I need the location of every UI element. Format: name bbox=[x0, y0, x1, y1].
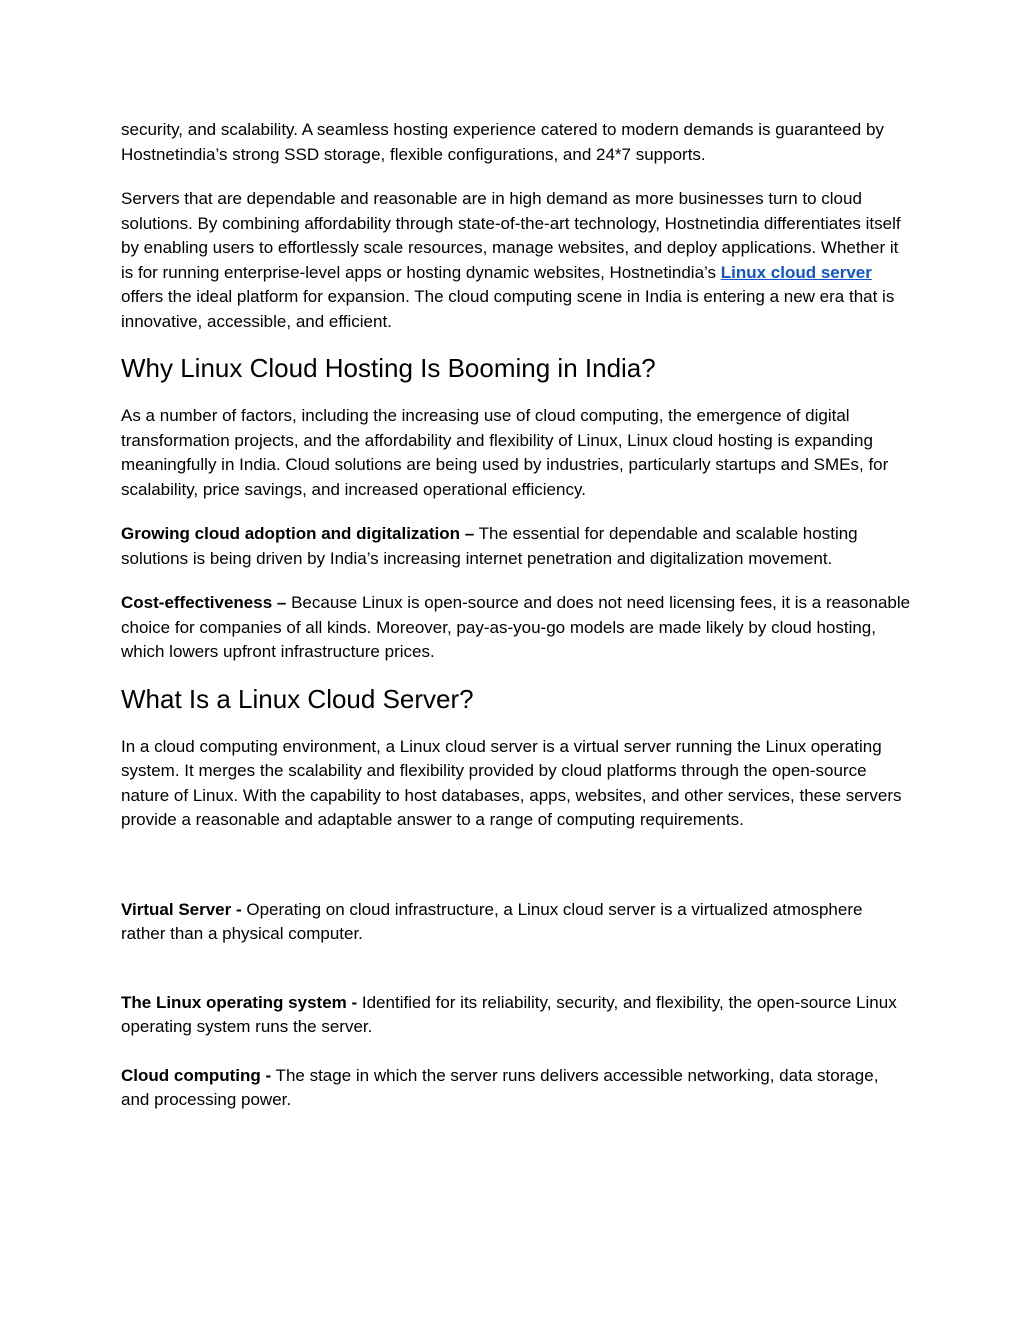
point-text: Because Linux is open-source and does not need licensing fees, it is a reasonable choice for companies of all kinds. Moreover, pay-as-you-go models are made likely by cloud hosting, which lowers upfront infrastructure prices. bbox=[121, 593, 911, 661]
point-label: Virtual Server - bbox=[121, 899, 242, 919]
linux-os-point bbox=[121, 991, 911, 1040]
servers-text-before-link: Servers that are dependable and reasonable are in high demand as more businesses turn to cloud solutions. By combining affordability through state-of-the-art technology, Hostnetindia differentiates itself by enabling users to effortlessly scale resources, manage websites, and deploy applications. Whether it is for running enterprise-level apps or hosting dynamic websites, Hostnetindia’s bbox=[121, 189, 901, 282]
virtual-server-point bbox=[121, 898, 911, 947]
what-paragraph: In a cloud computing environment, a Linux cloud server is a virtual server running the Linux operating system. It merges the scalability and flexibility provided by cloud platforms through the open-source nature of Linux. With the capability to host databases, apps, websites, and other services, these servers provide a reasonable and adaptable answer to a range of computing requirements. bbox=[121, 736, 902, 829]
point-label: Growing cloud adoption and digitalization – bbox=[121, 524, 475, 543]
why-paragraph: As a number of factors, including the increasing use of cloud computing, the emergence of digital transformation projects, and the affordability and flexibility of Linux, Linux cloud hosting is expanding meaningfully in India. Cloud solutions are being used by industries, particularly startups and SMEs, for scalability, price savings, and increased operational efficiency. bbox=[121, 406, 889, 499]
servers-paragraph bbox=[121, 187, 911, 334]
linux-cloud-server-link[interactable]: Linux cloud server bbox=[720, 262, 872, 282]
what-heading: What Is a Linux Cloud Server? bbox=[121, 683, 474, 714]
why-heading: Why Linux Cloud Hosting Is Booming in India? bbox=[121, 353, 656, 383]
point-label: Cost-effectiveness – bbox=[121, 593, 287, 612]
cost-effectiveness-point bbox=[121, 591, 911, 665]
document-page bbox=[121, 118, 911, 1113]
point-text: Operating on cloud infrastructure, a Linux cloud server is a virtualized atmosphere rather than a physical computer. bbox=[121, 899, 863, 943]
point-text: Identified for its reliability, security, and flexibility, the open-source Linux operating system runs the server. bbox=[121, 992, 897, 1036]
point-label: Cloud computing - bbox=[121, 1065, 272, 1085]
point-text: The essential for dependable and scalable hosting solutions is being driven by India’s increasing internet penetration and digitalization movement. bbox=[121, 524, 858, 568]
intro-paragraph: security, and scalability. A seamless hosting experience catered to modern demands is guaranteed by Hostnetindia’s strong SSD storage, flexible configurations, and 24*7 supports. bbox=[121, 120, 884, 164]
point-text: The stage in which the server runs delivers accessible networking, data storage, and processing power. bbox=[121, 1065, 879, 1109]
cloud-computing-point bbox=[121, 1064, 911, 1113]
growing-adoption-point bbox=[121, 522, 911, 571]
servers-text-after-link: offers the ideal platform for expansion. The cloud computing scene in India is entering a new era that is innovative, accessible, and efficient. bbox=[121, 287, 895, 331]
point-label: The Linux operating system - bbox=[121, 992, 358, 1012]
